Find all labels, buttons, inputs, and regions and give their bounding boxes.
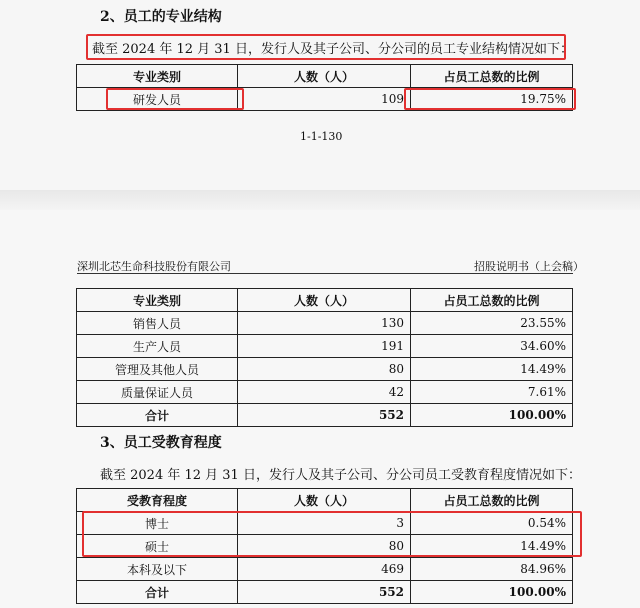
profession-table xyxy=(76,288,573,427)
cell: 552 xyxy=(238,581,411,604)
table-row xyxy=(77,558,573,581)
cell: 3 xyxy=(238,512,411,535)
col-header: 人数（人） xyxy=(238,289,411,312)
cell: 191 xyxy=(238,335,411,358)
page-top xyxy=(0,0,640,190)
cell: 销售人员 xyxy=(77,312,238,335)
section2-intro: 截至 2024 年 12 月 31 日，发行人及其子公司、分公司的员工专业结构情况如下： xyxy=(92,42,573,57)
cell: 552 xyxy=(238,404,411,427)
section2-table xyxy=(76,64,573,111)
cell: 469 xyxy=(238,558,411,581)
col-header: 占员工总数的比例 xyxy=(411,65,573,88)
cell: 14.49% xyxy=(411,358,573,381)
cell: 84.96% xyxy=(411,558,573,581)
col-header: 专业类别 xyxy=(77,289,238,312)
cell: 130 xyxy=(238,312,411,335)
table-row xyxy=(77,535,573,558)
cell: 34.60% xyxy=(411,335,573,358)
col-header: 占员工总数的比例 xyxy=(411,289,573,312)
col-header: 人数（人） xyxy=(238,489,411,512)
total-row xyxy=(77,581,573,604)
table-row xyxy=(77,512,573,535)
page-bottom xyxy=(0,210,640,608)
cell: 博士 xyxy=(77,512,238,535)
cell: 14.49% xyxy=(411,535,573,558)
page-number: 1-1-130 xyxy=(300,130,343,143)
education-table xyxy=(76,488,573,604)
total-row xyxy=(77,404,573,427)
col-header: 专业类别 xyxy=(77,65,238,88)
header-rule xyxy=(77,273,573,274)
section3-title: 3、员工受教育程度 xyxy=(100,435,222,451)
cell: 硕士 xyxy=(77,535,238,558)
col-header: 人数（人） xyxy=(238,65,411,88)
cell: 80 xyxy=(238,358,411,381)
cell: 管理及其他人员 xyxy=(77,358,238,381)
cell: 23.55% xyxy=(411,312,573,335)
table-row xyxy=(77,381,573,404)
section3-intro: 截至 2024 年 12 月 31 日，发行人及其子公司、分公司员工受教育程度情况如下： xyxy=(100,468,581,483)
cell: 合计 xyxy=(77,581,238,604)
table-row xyxy=(77,335,573,358)
cell: 109 xyxy=(238,88,411,111)
col-header: 占员工总数的比例 xyxy=(411,489,573,512)
cell: 80 xyxy=(238,535,411,558)
table-row xyxy=(77,88,573,111)
cell: 生产人员 xyxy=(77,335,238,358)
cell: 100.00% xyxy=(411,581,573,604)
table-row xyxy=(77,358,573,381)
cell: 0.54% xyxy=(411,512,573,535)
header-doc: 招股说明书（上会稿） xyxy=(474,260,584,273)
cell: 合计 xyxy=(77,404,238,427)
cell: 研发人员 xyxy=(77,88,238,111)
cell: 19.75% xyxy=(411,88,573,111)
cell: 100.00% xyxy=(411,404,573,427)
page-gap xyxy=(0,190,640,210)
header-company: 深圳北芯生命科技股份有限公司 xyxy=(77,260,231,273)
table-row xyxy=(77,312,573,335)
cell: 42 xyxy=(238,381,411,404)
section2-title: 2、员工的专业结构 xyxy=(100,9,222,25)
col-header: 受教育程度 xyxy=(77,489,238,512)
cell: 本科及以下 xyxy=(77,558,238,581)
cell: 质量保证人员 xyxy=(77,381,238,404)
cell: 7.61% xyxy=(411,381,573,404)
